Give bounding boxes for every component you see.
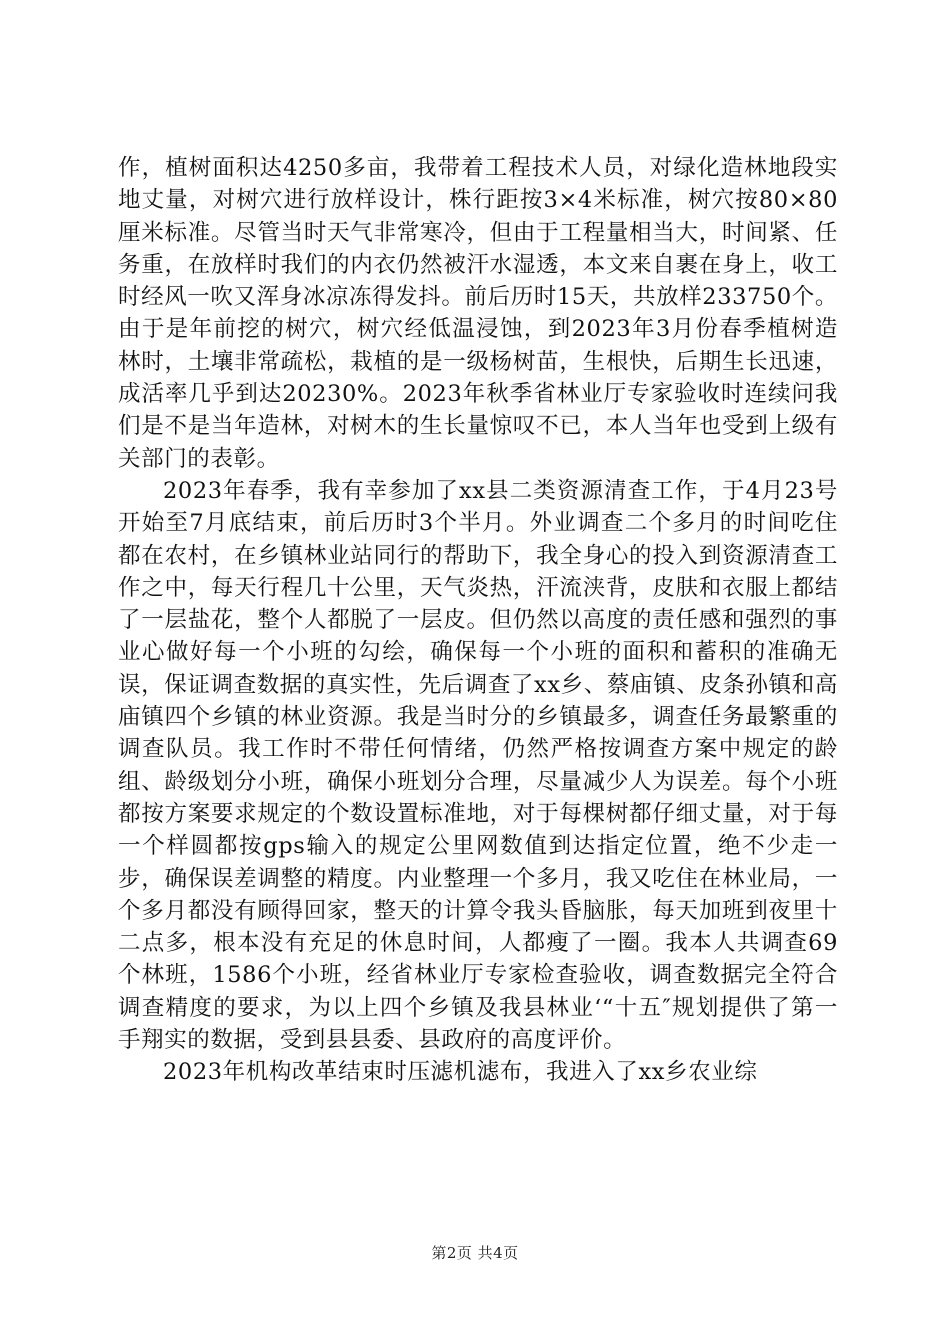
paragraph-continuation: 作，植树面积达4250多亩，我带着工程技术人员，对绿化造林地段实地丈量，对树穴进行放样设计，株行距按3×4米标准，树穴按80×80厘米标准。尽管当时天气非常寒冷，但由于工程量相当大，时间紧、任务重，在放样时我们的内衣仍然被汗水湿透，本文来自裹在身上，收工时经风一吹又浑身冰凉冻得发抖。前后历时15天，共放样233750个。由于是年前挖的树穴，树穴经低温浸蚀，到2023年3月份春季植树造林时，土壤非常疏松，栽植的是一级杨树苗，生根快，后期生长迅速，成活率几乎到达20230%。2023年秋季省林业厅专家验收时连续问我们是不是当年造林，对树木的生长量惊叹不已，本人当年也受到上级有关部门的表彰。 <box>118 155 838 472</box>
paragraph-institutional-reform: 2023年机构改革结束时压滤机滤布，我进入了xx乡农业综 <box>163 1059 758 1086</box>
page-number-footer: 第2页 共4页 <box>431 1244 519 1262</box>
document-body <box>118 152 838 1089</box>
paragraph-resource-survey: 2023年春季，我有幸参加了xx县二类资源清查工作，于4月23号开始至7月底结束，前后历时3个半月。外业调查二个多月的时间吃住都在农村，在乡镇林业站同行的帮助下，我全身心的投入到资源清查工作之中，每天行程几十公里，天气炎热，汗流浃背，皮肤和衣服上都结了一层盐花，整个人都脱了一层皮。但仍然以高度的责任感和强烈的事业心做好每一个小班的勾绘，确保每一个小班的面积和蓄积的准确无误，保证调查数据的真实性，先后调查了xx乡、蔡庙镇、皮条孙镇和高庙镇四个乡镇的林业资源。我是当时分的乡镇最多，调查任务最繁重的调查队员。我工作时不带任何情绪，仍然严格按调查方案中规定的龄组、龄级划分小班，确保小班划分合理，尽量减少人为误差。每个小班都按方案要求规定的个数设置标准地，对于每棵树都仔细丈量，对于每一个样圆都按gps输入的规定公里网数值到达指定位置，绝不少走一步，确保误差调整的精度。内业整理一个多月，我又吃住在林业局，一个多月都没有顾得回家，整天的计算令我头昏脑胀，每天加班到夜里十二点多，根本没有充足的休息时间，人都瘦了一圈。我本人共调查69个林班，1586个小班，经省林业厅专家检查验收，调查数据完全符合调查精度的要求，为以上四个乡镇及我县林业‘“十五″规划提供了第一手翔实的数据，受到县县委、县政府的高度评价。 <box>118 477 838 1054</box>
